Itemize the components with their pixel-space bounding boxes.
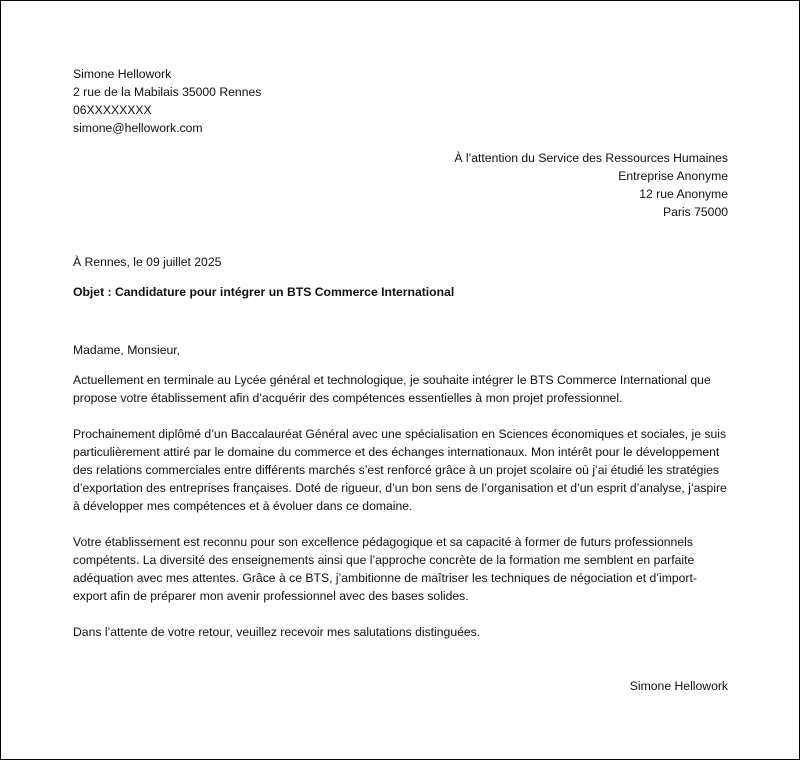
sender-name: Simone Hellowork	[73, 67, 172, 81]
letter-greeting: Madame, Monsieur,	[73, 343, 181, 357]
recipient-city: Paris 75000	[662, 205, 728, 219]
letter-signature: Simone Hellowork	[629, 679, 728, 693]
recipient-block	[73, 149, 728, 221]
sender-address: 2 rue de la Mabilais 35000 Rennes	[73, 85, 262, 99]
recipient-attention: À l’attention du Service des Ressources Humaines	[454, 151, 728, 165]
letter-content	[73, 65, 728, 695]
sender-block	[73, 65, 728, 137]
body-paragraph-3: Votre établissement est reconnu pour son excellence pédagogique et sa capacité à former de futurs professionnels compétents. La diversité des enseignements ainsi que l’approche concrète de la formation me semblent en parfaite adéquation avec mes attentes. Grâce à ce BTS, j’ambitionne de maîtriser les techniques de négociation et d’import-export afin de préparer mon avenir professionnel avec des bases solides.	[73, 535, 697, 603]
letter-closing: Dans l’attente de votre retour, veuillez recevoir mes salutations distinguées.	[73, 625, 481, 639]
recipient-company: Entreprise Anonyme	[618, 169, 728, 183]
sender-email: simone@hellowork.com	[73, 121, 203, 135]
recipient-street: 12 rue Anonyme	[639, 187, 728, 201]
sender-phone: 06XXXXXXXX	[73, 103, 152, 117]
letter-subject: Objet : Candidature pour intégrer un BTS Commerce International	[73, 285, 455, 299]
letter-date: À Rennes, le 09 juillet 2025	[73, 255, 222, 269]
body-paragraph-2: Prochainement diplômé d’un Baccalauréat Général avec une spécialisation en Sciences économiques et sociales, je suis particulièrement attiré par le domaine du commerce et des échanges internationaux. Mon intérêt pour le développement des relations commerciales entre différents marchés s’est renforcé grâce à un projet scolaire où j’ai étudié les stratégies d’exportation des entreprises françaises. Doté de rigueur, d’un bon sens de l’organisation et d’un esprit d’analyse, j’aspire à développer mes compétences et à évoluer dans ce domaine.	[73, 427, 727, 513]
body-paragraph-1: Actuellement en terminale au Lycée général et technologique, je souhaite intégrer le BTS Commerce International que propose votre établissement afin d’acquérir des compétences essentielles à mon projet professionnel.	[73, 373, 711, 405]
